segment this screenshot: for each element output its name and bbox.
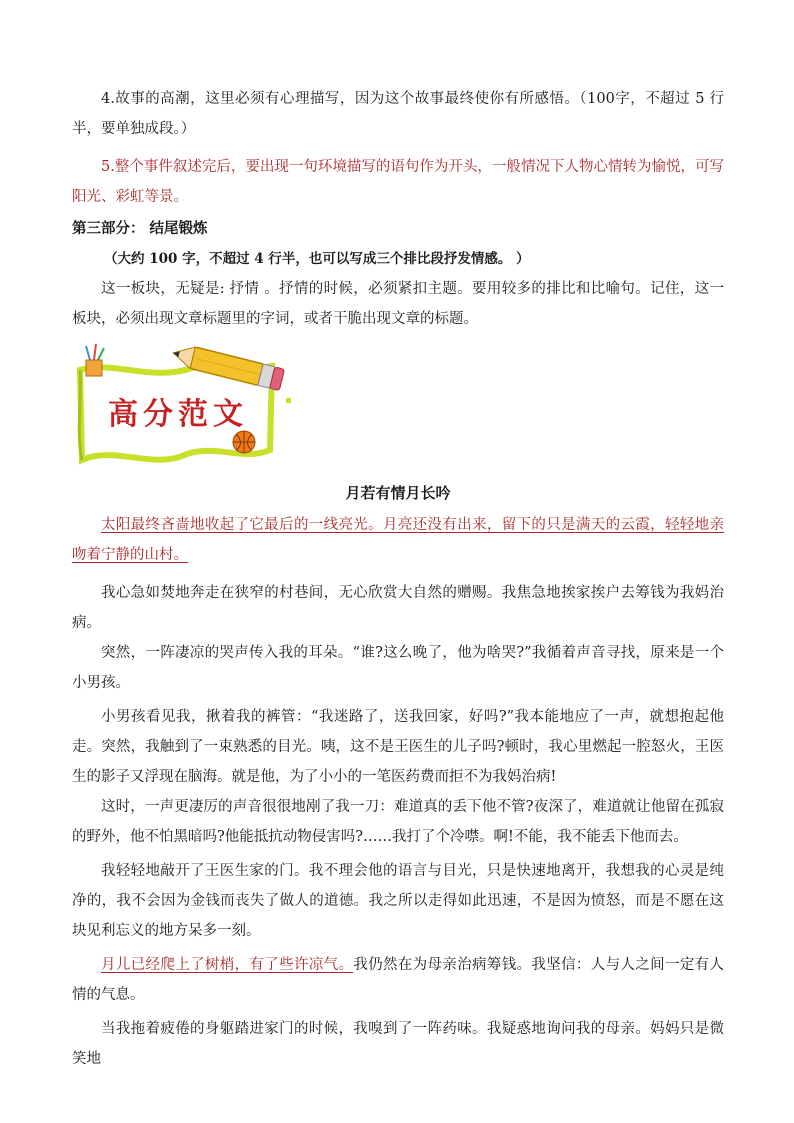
document-page	[72, 0, 724, 1074]
essay-paragraph-8: 当我拖着疲倦的身躯踏进家门的时候，我嗅到了一阵药味。我疑惑地询问我的母亲。妈妈只是微笑地	[72, 1021, 724, 1067]
banner-text: 高分范文	[108, 397, 248, 432]
essay-paragraph-6: 我轻轻地敲开了王医生家的门。我不理会他的语言与目光，只是快速地离开，我想我的心灵是纯净的，我不会因为金钱而丧失了做人的道德。我之所以走得如此迅速，不是因为愤怒，而是不愿在这块见利忘义的地方呆多一刻。	[72, 863, 724, 939]
essay-paragraph-2: 我心急如焚地奔走在狭窄的村巷间，无心欣赏大自然的赠赐。我焦急地挨家挨户去筹钱为我妈治病。	[72, 585, 724, 631]
part3-body: 这一板块，无疑是: 抒情 。抒情的时候，必须紧扣主题。要用较多的排比和比喻句。记住，这一板块，必须出现文章标题里的字词，或者干脆出现文章的标题。	[72, 281, 724, 327]
part2-item-4: 4.故事的高潮，这里必须有心理描写，因为这个故事最终使你有所感悟。（100字，不超过 5 行半，要单独成段。）	[72, 91, 724, 137]
essay-paragraph-7-highlight: 月儿已经爬上了树梢，有了些许凉气。	[101, 957, 354, 973]
essay-title: 月若有情月长吟	[345, 484, 451, 502]
essay-paragraph-1: 太阳最终吝啬地收起了它最后的一线亮光。月亮还没有出来，留下的只是满天的云霞，轻轻地亲吻着宁静的山村。	[72, 517, 724, 563]
essay-paragraph-5: 这时，一声更凄厉的声音很很地剐了我一刀：难道真的丢下他不管?夜深了，难道就让他留在孤寂的野外，他不怕黑暗吗?他能抵抗动物侵害吗?……我打了个冷噤。啊!不能，我不能丢下他而去。	[72, 799, 724, 845]
high-score-essay-banner	[72, 342, 724, 474]
basketball-icon	[233, 431, 255, 453]
part3-note: （大约 100 字，不超过 4 行半，也可以写成三个排比段抒发情感。 ）	[104, 251, 530, 267]
part3-heading: 第三部分： 结尾锻炼	[72, 220, 208, 237]
essay-paragraph-7	[72, 950, 724, 1010]
banner-illustration	[72, 342, 312, 474]
essay-paragraph-3: 突然，一阵凄凉的哭声传入我的耳朵。“谁?这么晚了，他为啥哭?”我循着声音寻找，原来是一个小男孩。	[72, 645, 724, 691]
part2-item-5: 5.整个事件叙述完后，要出现一句环境描写的语句作为开头，一般情况下人物心情转为愉悦，可写阳光、彩虹等景。	[72, 159, 724, 205]
essay-paragraph-4: 小男孩看见我，揪着我的裤管：“我迷路了，送我回家，好吗?”我本能地应了一声，就想抱起他走。突然，我触到了一束熟悉的目光。咦，这不是王医生的儿子吗?顿时，我心里燃起一腔怒火，王医生的影子又浮现在脑海。就是他，为了小小的一笔医药费而拒不为我妈治病!	[72, 709, 724, 785]
essay-paragraph-7-rest: 我仍然在为母亲治病筹钱。我坚信：人与人之间一定有人情的气息。	[72, 957, 725, 1003]
pencil-cup-icon	[86, 344, 104, 376]
